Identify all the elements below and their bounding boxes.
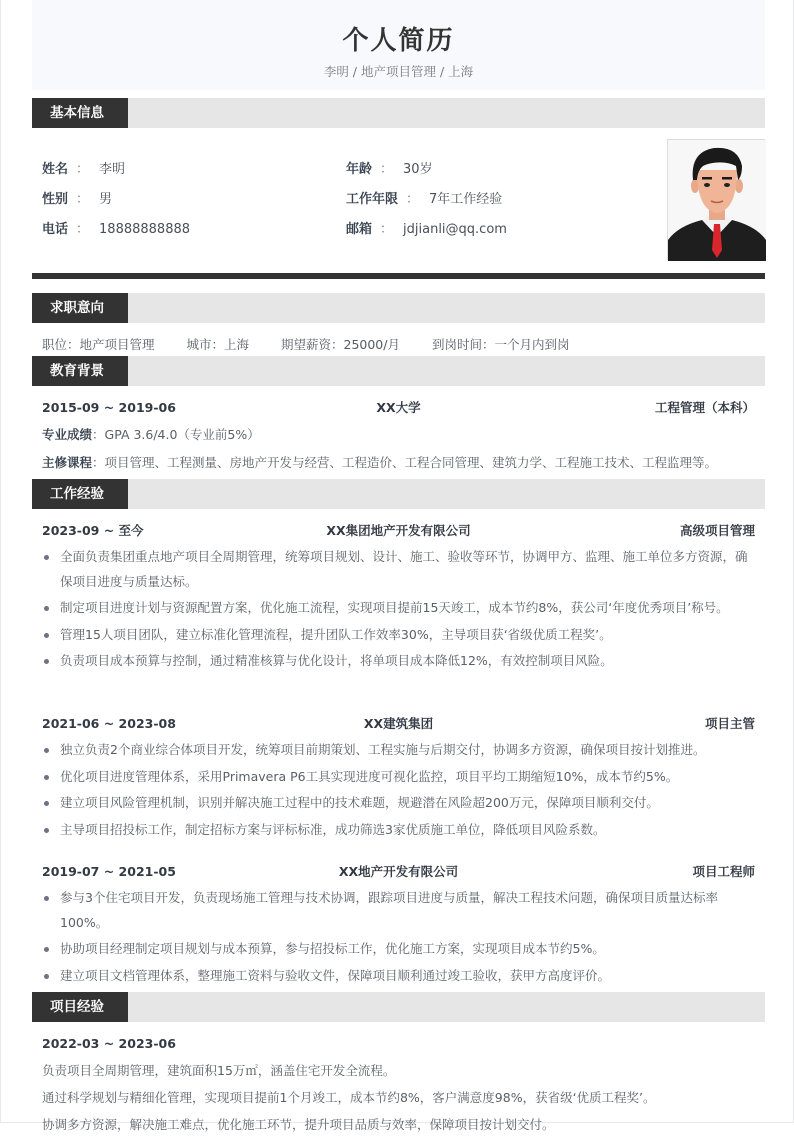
info-label: 邮箱 [346, 222, 373, 237]
list-item: 负责项目成本预算与控制，通过精准核算与优化设计，将单项目成本降低12%，有效控制项目风险。 [42, 649, 758, 674]
education-gpa [42, 425, 762, 445]
job-intent-line [42, 336, 597, 354]
project-line: 负责项目全周期管理，建筑面积15万㎡，涵盖住宅开发全流程。 [42, 1063, 396, 1078]
section-title: 求职意向 [32, 293, 128, 323]
info-label: 年龄 [346, 162, 373, 177]
list-item: 独立负责2个商业综合体项目开发，统筹项目前期策划、工程实施与后期交付，协调多方资源，确保项目按计划推进。 [42, 738, 758, 763]
list-item: 制定项目进度计划与资源配置方案，优化施工流程，实现项目提前15天竣工，成本节约8%，获公司‘年度优秀项目’称号。 [42, 596, 758, 621]
section-project-experience [32, 992, 765, 1022]
section-work-experience [32, 479, 765, 509]
job-bullets [42, 545, 758, 676]
page-subtitle: 李明 / 地产项目管理 / 上海 [323, 64, 474, 79]
intent-salary: 期望薪资：25000/月 [281, 337, 400, 352]
job-header-row [42, 862, 755, 882]
info-value: 李明 [99, 162, 126, 177]
project-line: 通过科学规划与精细化管理，实现项目提前1个月竣工，成本节约8%，客户满意度98%，获省级‘优质工程奖’。 [42, 1090, 656, 1105]
list-item: 管理15人项目团队，建立标准化管理流程，提升团队工作效率30%，主导项目获‘省级优质工程奖’。 [42, 623, 758, 648]
section-title: 基本信息 [32, 98, 128, 128]
job-header-row [42, 714, 755, 734]
project-period: 2022-03 ~ 2023-06 [42, 1036, 176, 1051]
info-age: 年龄 ： 30岁 [346, 162, 433, 177]
info-label: 姓名 [42, 162, 69, 177]
info-label: 电话 [42, 222, 69, 237]
list-item: 协助项目经理制定项目规划与成本预算，参与招投标工作，优化施工方案，实现项目成本节约5%。 [42, 937, 758, 962]
list-item: 全面负责集团重点地产项目全周期管理，统筹项目规划、设计、施工、验收等环节，协调甲方、监理、施工单位多方资源，确保项目进度与质量达标。 [42, 545, 758, 594]
education-header-row [42, 398, 755, 418]
list-item: 主导项目招投标工作，制定招标方案与评标标准，成功筛选3家优质施工单位，降低项目风险系数。 [42, 818, 758, 843]
education-school: XX大学 [376, 400, 421, 415]
job-company: XX集团地产开发有限公司 [326, 523, 471, 538]
info-work-years: 工作年限 ： 7年工作经验 [346, 192, 503, 207]
section-basic-info [32, 98, 765, 128]
job-period: 2021-06 ~ 2023-08 [42, 716, 176, 731]
intent-city: 城市：上海 [186, 337, 250, 352]
job-company: XX建筑集团 [363, 716, 434, 731]
section-job-intent [32, 293, 765, 323]
project-description [42, 1057, 758, 1138]
list-item: 参与3个住宅项目开发，负责现场施工管理与技术协调，跟踪项目进度与质量，解决工程技术问题，确保项目质量达标率100%。 [42, 886, 758, 935]
info-name: 姓名 ： 李明 [42, 162, 126, 177]
info-value: jdjianli@qq.com [403, 222, 507, 237]
list-item: 建立项目风险管理机制，识别并解决施工过程中的技术难题，规避潜在风险超200万元，保障项目顺利交付。 [42, 791, 758, 816]
info-label: 性别 [42, 192, 69, 207]
section-education [32, 356, 765, 386]
education-courses [42, 453, 762, 473]
info-value: 30岁 [403, 162, 433, 177]
avatar-illustration-icon [668, 140, 766, 261]
job-header-row [42, 521, 755, 541]
info-phone: 电话 ： 18888888888 [42, 222, 191, 237]
courses-value: ：项目管理、工程测量、房地产开发与经营、工程造价、工程合同管理、建筑力学、工程施工技术、工程监理等。 [92, 455, 718, 470]
gpa-value: ：GPA 3.6/4.0（专业前5%） [92, 427, 260, 442]
info-value: 18888888888 [99, 222, 191, 237]
list-item: 建立项目文档管理体系，整理施工资料与验收文件，保障项目顺利通过竣工验收，获甲方高度评价。 [42, 964, 758, 989]
info-email: 邮箱 ： jdjianli@qq.com [346, 222, 507, 237]
job-company: XX地产开发有限公司 [338, 864, 459, 879]
page-title: 个人简历 [342, 26, 455, 56]
courses-label: 主修课程 [42, 455, 93, 470]
job-title: 高级项目管理 [679, 523, 755, 538]
section-title: 项目经验 [32, 992, 128, 1022]
education-major: 工程管理（本科） [654, 400, 755, 415]
list-item: 优化项目进度管理体系，采用Primavera P6工具实现进度可视化监控，项目平均工期缩短10%，成本节约5%。 [42, 765, 758, 790]
education-period: 2015-09 ~ 2019-06 [42, 400, 176, 415]
job-title: 项目主管 [704, 716, 755, 731]
project-header-row [42, 1034, 755, 1054]
section-title: 教育背景 [32, 356, 128, 386]
info-gender: 性别 ： 男 [42, 192, 113, 207]
intent-position: 职位：地产项目管理 [42, 337, 155, 352]
job-bullets [42, 886, 758, 990]
section-title: 工作经验 [32, 479, 128, 509]
job-period: 2019-07 ~ 2021-05 [42, 864, 176, 879]
intent-arrival: 到岗时间：一个月内到岗 [431, 337, 570, 352]
info-label: 工作年限 [346, 192, 399, 207]
avatar-photo [667, 139, 765, 260]
job-bullets [42, 738, 758, 844]
section-divider [32, 273, 765, 279]
resume-header [32, 0, 765, 90]
info-value: 7年工作经验 [429, 192, 503, 207]
info-value: 男 [99, 192, 113, 207]
job-title: 项目工程师 [692, 864, 755, 879]
job-period: 2023-09 ~ 至今 [42, 523, 144, 538]
gpa-label: 专业成绩 [42, 427, 93, 442]
project-line: 协调多方资源，解决施工难点，优化施工环节，提升项目品质与效率，保障项目按计划交付。 [42, 1117, 555, 1132]
